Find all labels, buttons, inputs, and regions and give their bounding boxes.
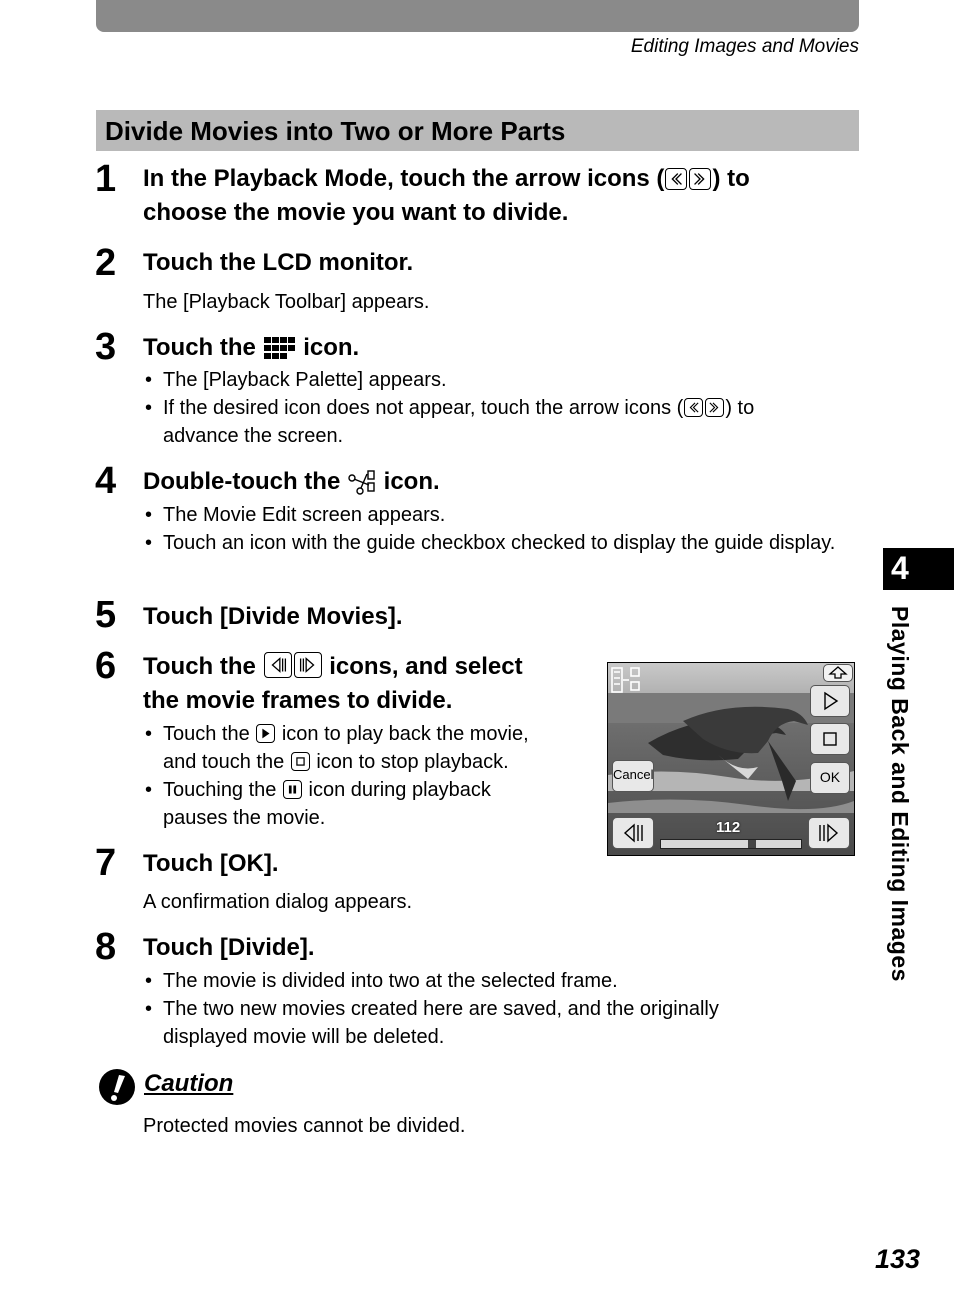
step-heading (143, 331, 359, 365)
frame-counter: 112 (716, 819, 741, 836)
list-item-text: Touch the (163, 723, 256, 745)
cancel-button[interactable] (612, 760, 654, 792)
frame-back-icon (614, 819, 652, 847)
scissors-icon (347, 469, 377, 497)
step-heading-text: choose the movie you want to divide. (143, 199, 569, 226)
stop-button[interactable] (810, 723, 850, 755)
cancel-label: Cancel (613, 767, 654, 782)
step-number: 3 (95, 326, 117, 368)
step-heading-text: the movie frames to divide. (143, 687, 453, 714)
step-number: 5 (95, 594, 117, 636)
list-item-text: icon to play back the movie, (276, 723, 529, 745)
lcd-screen (607, 662, 855, 856)
list-item-text: Touching the (163, 779, 282, 801)
play-icon (256, 724, 275, 743)
step-bullets (143, 501, 843, 557)
caution-title: Caution (144, 1070, 234, 1097)
step-heading-text: In the Playback Mode, touch the arrow icons ( (143, 165, 665, 192)
seek-thumb[interactable] (748, 840, 756, 848)
step-heading: Touch [Divide]. (143, 934, 315, 961)
frame-back-icon (264, 652, 292, 678)
movie-edit-icon (610, 666, 642, 694)
step-heading-text: icon. (296, 334, 360, 361)
page-number: 133 (874, 1244, 920, 1274)
list-item-text: and touch the (163, 751, 290, 773)
seek-bar[interactable] (660, 839, 802, 849)
stop-icon (291, 752, 310, 771)
step-number: 1 (95, 158, 117, 200)
list-item-text: icon to stop playback. (310, 751, 509, 773)
step-bullets (143, 720, 529, 832)
step-heading-text: icon. (376, 468, 440, 495)
step-heading: Touch [OK]. (143, 850, 279, 877)
list-item-text: advance the screen. (163, 425, 344, 447)
step-number: 2 (95, 242, 117, 284)
arrow-right-icon (689, 168, 711, 190)
step-heading (143, 465, 440, 499)
step-heading: Touch the LCD monitor. (143, 249, 414, 276)
arrow-left-icon (684, 398, 703, 417)
caution-icon (98, 1068, 136, 1106)
step-number: 6 (95, 645, 117, 687)
arrow-right-icon (705, 398, 724, 417)
step-heading-text: Touch the (143, 334, 263, 361)
step-heading-text: Touch the (143, 653, 263, 680)
stop-icon (812, 725, 848, 753)
step-heading-text: ) to (712, 165, 750, 192)
step-bullets (143, 366, 754, 450)
caution-text: Protected movies cannot be divided. (143, 1115, 466, 1137)
ok-label: OK (819, 769, 841, 785)
list-item-text: icon during playback (302, 779, 491, 801)
list-item (143, 776, 529, 832)
list-item-text: pauses the movie. (163, 807, 326, 829)
chapter-tab (883, 548, 954, 590)
play-icon (812, 687, 848, 715)
top-bar (96, 0, 859, 32)
list-item (143, 720, 529, 776)
running-title: Editing Images and Movies (630, 36, 859, 57)
step-number: 8 (95, 926, 117, 968)
step-heading-text: icons, and select (322, 653, 523, 680)
ok-button[interactable] (810, 762, 850, 794)
frame-forward-icon (294, 652, 322, 678)
home-icon (825, 665, 851, 680)
section-title: Divide Movies into Two or More Parts (105, 116, 566, 146)
play-button[interactable] (810, 685, 850, 717)
step-number: 7 (95, 842, 117, 884)
step-heading (143, 162, 750, 230)
list-item: • The [Playback Palette] appears. (143, 366, 754, 394)
step-heading: Touch [Divide Movies]. (143, 603, 403, 630)
step-text: The [Playback Toolbar] appears. (143, 291, 430, 313)
chapter-label: Playing Back and Editing Images (887, 606, 913, 982)
list-item (143, 394, 754, 450)
list-item-text: ) to (725, 397, 755, 419)
step-bullets (143, 967, 803, 1051)
list-item-text: If the desired icon does not appear, touch the arrow icons ( (163, 397, 684, 419)
frame-forward-button[interactable] (808, 817, 850, 849)
list-item: • Touch an icon with the guide checkbox checked to display the guide display. (143, 529, 843, 557)
frame-forward-icon (810, 819, 848, 847)
palette-icon (263, 336, 297, 362)
step-number: 4 (95, 460, 117, 502)
list-item: • The Movie Edit screen appears. (143, 501, 843, 529)
chapter-number: 4 (891, 550, 909, 586)
frame-back-button[interactable] (612, 817, 654, 849)
step-text: A confirmation dialog appears. (143, 891, 413, 913)
step-heading (143, 650, 523, 718)
section-header (96, 110, 859, 151)
pause-icon (283, 780, 302, 799)
step-heading-text: Double-touch the (143, 468, 347, 495)
list-item: • The movie is divided into two at the selected frame. (143, 967, 803, 995)
arrow-left-icon (665, 168, 687, 190)
list-item: • The two new movies created here are saved, and the originally displayed movie will be deleted. (143, 995, 803, 1051)
back-button[interactable] (823, 664, 853, 682)
